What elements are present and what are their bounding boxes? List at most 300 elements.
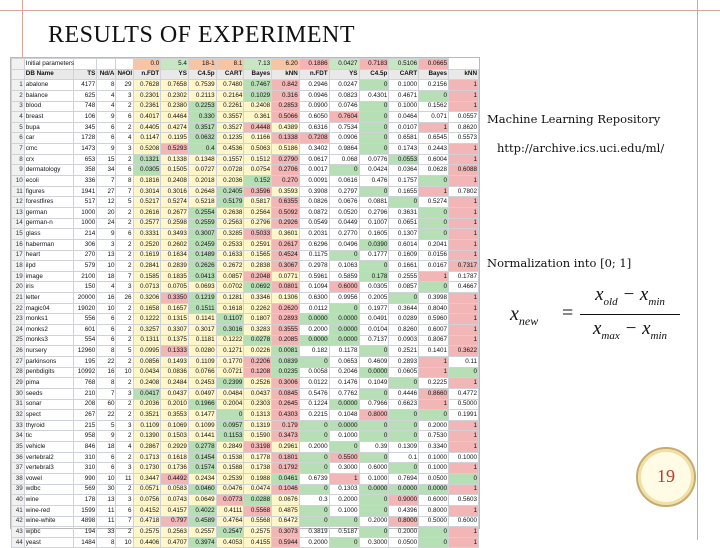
table-cell[interactable]: 6: [97, 335, 116, 346]
table-cell[interactable]: 0: [329, 303, 359, 314]
table-cell[interactable]: 0.5000: [419, 516, 449, 527]
table-cell[interactable]: 3: [116, 463, 133, 474]
table-cell[interactable]: 3: [97, 239, 116, 250]
table-cell[interactable]: 0.0464: [389, 112, 419, 123]
table-cell[interactable]: 0.2302: [161, 90, 189, 101]
table-cell[interactable]: 0.2380: [161, 101, 189, 112]
table-cell[interactable]: 0.5817: [244, 197, 272, 208]
table-cell[interactable]: 0.0289: [389, 314, 419, 325]
table-cell[interactable]: 8: [97, 378, 116, 389]
table-cell[interactable]: 1: [449, 420, 479, 431]
table-cell[interactable]: 0.4406: [133, 537, 161, 548]
table-cell[interactable]: 1: [449, 239, 479, 250]
table-cell[interactable]: 0.2554: [188, 207, 216, 218]
table-cell[interactable]: tic: [24, 431, 73, 442]
table-cell[interactable]: 0.5066: [272, 112, 300, 123]
table-cell[interactable]: 0.0122: [299, 378, 329, 389]
table-cell[interactable]: 1473: [73, 144, 96, 155]
table-cell[interactable]: 0: [419, 218, 449, 229]
table-cell[interactable]: 0.1000: [419, 463, 449, 474]
table-cell[interactable]: 1: [419, 186, 449, 197]
table-cell[interactable]: 0.4875: [272, 505, 300, 516]
table-cell[interactable]: 0.2000: [299, 442, 329, 453]
table-cell[interactable]: 0.2563: [216, 218, 244, 229]
table-cell[interactable]: 24: [97, 218, 116, 229]
table-cell[interactable]: 1: [449, 303, 479, 314]
table-cell[interactable]: 0.5944: [272, 537, 300, 548]
table-cell[interactable]: 0.1609: [389, 250, 419, 261]
table-cell[interactable]: 0.2113: [188, 90, 216, 101]
table-cell[interactable]: 1: [449, 293, 479, 304]
table-cell[interactable]: 0: [419, 90, 449, 101]
table-cell[interactable]: 0.3073: [272, 527, 300, 538]
table-cell[interactable]: haberman: [24, 239, 73, 250]
table-cell[interactable]: 44: [12, 537, 25, 548]
table-cell[interactable]: 2: [116, 452, 133, 463]
table-cell[interactable]: 26: [116, 293, 133, 304]
table-cell[interactable]: 0.1886: [299, 59, 329, 70]
table-cell[interactable]: 0.5106: [389, 59, 419, 70]
table-cell[interactable]: 0.1777: [359, 250, 389, 261]
table-cell[interactable]: 0.7480: [216, 80, 244, 91]
table-cell[interactable]: 1000: [73, 218, 96, 229]
table-cell[interactable]: kNN: [272, 69, 300, 80]
table-cell[interactable]: 2: [116, 410, 133, 421]
table-cell[interactable]: 43: [12, 527, 25, 538]
table-cell[interactable]: 0.1338: [161, 154, 189, 165]
table-cell[interactable]: 29: [116, 80, 133, 91]
table-cell[interactable]: 0.3283: [244, 325, 272, 336]
table-cell[interactable]: 0.1147: [133, 133, 161, 144]
table-cell[interactable]: 0.0058: [299, 367, 329, 378]
table-cell[interactable]: 0.6472: [272, 516, 300, 527]
table-cell[interactable]: 0.0605: [389, 367, 419, 378]
table-cell[interactable]: 0.2841: [133, 261, 161, 272]
table-cell[interactable]: 4: [116, 442, 133, 453]
table-cell[interactable]: monks1: [24, 314, 73, 325]
table-cell[interactable]: 20: [12, 282, 25, 293]
table-cell[interactable]: 7.13: [244, 59, 272, 70]
table-cell[interactable]: 0.1222: [216, 335, 244, 346]
table-cell[interactable]: 1: [449, 101, 479, 112]
table-cell[interactable]: 2: [116, 325, 133, 336]
table-cell[interactable]: 0.2261: [216, 101, 244, 112]
table-cell[interactable]: 1: [449, 144, 479, 155]
table-cell[interactable]: 0.270: [272, 176, 300, 187]
table-cell[interactable]: 0.4053: [216, 537, 244, 548]
table-cell[interactable]: [73, 59, 96, 70]
table-cell[interactable]: 0.0156: [419, 250, 449, 261]
table-cell[interactable]: 30: [97, 484, 116, 495]
table-cell[interactable]: 0.0727: [188, 165, 216, 176]
table-cell[interactable]: 2100: [73, 271, 96, 282]
table-cell[interactable]: 3: [116, 282, 133, 293]
table-cell[interactable]: 6: [97, 122, 116, 133]
table-cell[interactable]: 7: [97, 176, 116, 187]
table-cell[interactable]: 0.1: [389, 452, 419, 463]
table-cell[interactable]: iris: [24, 282, 73, 293]
table-cell[interactable]: 0.3644: [389, 303, 419, 314]
table-cell[interactable]: 0.0107: [389, 122, 419, 133]
table-cell[interactable]: 0.0000: [329, 399, 359, 410]
table-cell[interactable]: 0.179: [272, 420, 300, 431]
table-cell[interactable]: 0.0553: [389, 154, 419, 165]
table-cell[interactable]: magic04: [24, 303, 73, 314]
table-cell[interactable]: 0.2000: [419, 420, 449, 431]
table-cell[interactable]: 0.1175: [299, 250, 329, 261]
table-cell[interactable]: 0.0437: [244, 388, 272, 399]
table-cell[interactable]: 0: [299, 452, 329, 463]
table-cell[interactable]: 0.3198: [244, 442, 272, 453]
table-cell[interactable]: 0.1271: [216, 346, 244, 357]
table-cell[interactable]: 0.2946: [299, 80, 329, 91]
table-cell[interactable]: 0.2031: [299, 229, 329, 240]
table-cell[interactable]: 0.0839: [272, 356, 300, 367]
table-cell[interactable]: 0.7802: [449, 186, 479, 197]
table-cell[interactable]: 768: [73, 378, 96, 389]
table-cell[interactable]: 0.0692: [244, 282, 272, 293]
table-cell[interactable]: 0: [359, 431, 389, 442]
table-cell[interactable]: 0.2000: [389, 527, 419, 538]
table-cell[interactable]: 0.6000: [419, 495, 449, 506]
table-cell[interactable]: 0.1094: [299, 282, 329, 293]
table-cell[interactable]: 0.2018: [188, 176, 216, 187]
table-cell[interactable]: 0.0705: [161, 282, 189, 293]
table-cell[interactable]: 0.2961: [272, 442, 300, 453]
table-cell[interactable]: 0: [419, 282, 449, 293]
table-cell[interactable]: german-n: [24, 218, 73, 229]
table-cell[interactable]: 0.7183: [359, 59, 389, 70]
table-cell[interactable]: 0: [419, 176, 449, 187]
table-cell[interactable]: 0.1713: [133, 452, 161, 463]
table-cell[interactable]: CART: [216, 69, 244, 80]
table-cell[interactable]: 0.0746: [329, 101, 359, 112]
table-cell[interactable]: 0.1658: [133, 303, 161, 314]
table-cell[interactable]: 7: [97, 388, 116, 399]
table-cell[interactable]: 0.1224: [299, 399, 329, 410]
table-cell[interactable]: 0: [359, 346, 389, 357]
table-cell[interactable]: 0.1634: [161, 250, 189, 261]
table-cell[interactable]: sonar: [24, 399, 73, 410]
table-cell[interactable]: 9: [97, 112, 116, 123]
table-cell[interactable]: 0.8040: [419, 303, 449, 314]
table-cell[interactable]: 0.7628: [133, 80, 161, 91]
table-cell[interactable]: 194: [73, 527, 96, 538]
table-cell[interactable]: 0.39: [359, 442, 389, 453]
table-cell[interactable]: 0: [359, 495, 389, 506]
table-cell[interactable]: DB Name: [24, 69, 73, 80]
table-cell[interactable]: 3: [12, 101, 25, 112]
table-cell[interactable]: 0.1219: [188, 293, 216, 304]
table-cell[interactable]: 0.0665: [419, 59, 449, 70]
table-cell[interactable]: 2: [12, 90, 25, 101]
table-cell[interactable]: 0: [359, 144, 389, 155]
table-cell[interactable]: 0.2575: [133, 527, 161, 538]
table-cell[interactable]: 0.2559: [188, 218, 216, 229]
table-cell[interactable]: 195: [73, 356, 96, 367]
table-cell[interactable]: 0: [359, 261, 389, 272]
table-cell[interactable]: 748: [73, 101, 96, 112]
table-cell[interactable]: blood: [24, 101, 73, 112]
table-cell[interactable]: 2: [116, 303, 133, 314]
table-cell[interactable]: 19020: [73, 303, 96, 314]
table-cell[interactable]: 0.6004: [419, 154, 449, 165]
table-cell[interactable]: 270: [73, 250, 96, 261]
table-cell[interactable]: 517: [73, 197, 96, 208]
table-cell[interactable]: 0: [299, 516, 329, 527]
table-cell[interactable]: 0.5063: [244, 144, 272, 155]
table-cell[interactable]: 0: [216, 410, 244, 421]
table-cell[interactable]: 306: [73, 239, 96, 250]
table-cell[interactable]: 0.3307: [161, 325, 189, 336]
table-cell[interactable]: 0: [299, 420, 329, 431]
table-cell[interactable]: 0.2000: [359, 516, 389, 527]
table-cell[interactable]: car: [24, 133, 73, 144]
table-cell[interactable]: 0.6007: [419, 325, 449, 336]
table-cell[interactable]: dermatology: [24, 165, 73, 176]
table-cell[interactable]: 0: [419, 527, 449, 538]
table-cell[interactable]: 0.0900: [299, 101, 329, 112]
table-cell[interactable]: 0.2929: [161, 442, 189, 453]
table-cell[interactable]: 0.1375: [161, 335, 189, 346]
table-cell[interactable]: 8: [12, 154, 25, 165]
table-cell[interactable]: 0.1770: [216, 356, 244, 367]
table-cell[interactable]: 0.8660: [419, 388, 449, 399]
table-cell[interactable]: wine-red: [24, 505, 73, 516]
table-cell[interactable]: 0.0549: [299, 218, 329, 229]
table-cell[interactable]: 0.2893: [389, 356, 419, 367]
table-cell[interactable]: 0.0497: [188, 388, 216, 399]
table-cell[interactable]: 1: [449, 442, 479, 453]
table-cell[interactable]: Bayes: [419, 69, 449, 80]
table-cell[interactable]: 1: [329, 473, 359, 484]
table-cell[interactable]: 0.0754: [244, 165, 272, 176]
table-cell[interactable]: 0.1562: [419, 101, 449, 112]
table-cell[interactable]: 1: [449, 537, 479, 548]
table-cell[interactable]: 1: [449, 176, 479, 187]
table-cell[interactable]: 1: [419, 271, 449, 282]
table-cell[interactable]: 15: [97, 154, 116, 165]
table-cell[interactable]: 0.6088: [449, 165, 479, 176]
table-cell[interactable]: 0.1235: [216, 133, 244, 144]
table-cell[interactable]: n.FDT: [133, 69, 161, 80]
table-cell[interactable]: 0.7530: [419, 431, 449, 442]
table-cell[interactable]: 0: [449, 473, 479, 484]
table-cell[interactable]: 601: [73, 325, 96, 336]
table-cell[interactable]: 28: [12, 367, 25, 378]
table-cell[interactable]: 0.2555: [389, 271, 419, 282]
table-cell[interactable]: 1: [419, 367, 449, 378]
table-cell[interactable]: 0.4446: [389, 388, 419, 399]
table-cell[interactable]: 0.4772: [449, 388, 479, 399]
table-cell[interactable]: 0.1787: [449, 271, 479, 282]
table-cell[interactable]: 0.5274: [419, 197, 449, 208]
table-cell[interactable]: 1: [449, 431, 479, 442]
table-cell[interactable]: 0.1991: [449, 410, 479, 421]
table-cell[interactable]: 0.0756: [133, 495, 161, 506]
table-cell[interactable]: 0.7208: [299, 133, 329, 144]
table-cell[interactable]: 0.2926: [272, 218, 300, 229]
table-cell[interactable]: 0.0776: [359, 154, 389, 165]
table-cell[interactable]: TS: [73, 69, 96, 80]
table-cell[interactable]: 6: [97, 452, 116, 463]
table-cell[interactable]: 0.1966: [188, 399, 216, 410]
table-cell[interactable]: 16: [12, 239, 25, 250]
table-cell[interactable]: 0: [329, 516, 359, 527]
table-cell[interactable]: 0.0167: [419, 261, 449, 272]
table-cell[interactable]: 0.2459: [188, 239, 216, 250]
table-cell[interactable]: 0.0766: [188, 367, 216, 378]
table-cell[interactable]: 0.1778: [244, 452, 272, 463]
table-cell[interactable]: 0.0081: [272, 346, 300, 357]
table-cell[interactable]: 0.1000: [359, 473, 389, 484]
table-cell[interactable]: 8: [116, 176, 133, 187]
table-cell[interactable]: 1: [449, 325, 479, 336]
table-cell[interactable]: 0.3517: [188, 122, 216, 133]
table-cell[interactable]: 0.0583: [161, 484, 189, 495]
table-cell[interactable]: 0.9864: [329, 144, 359, 155]
table-cell[interactable]: 0.4301: [359, 90, 389, 101]
table-cell[interactable]: 0.1000: [329, 505, 359, 516]
table-cell[interactable]: 0.178: [359, 271, 389, 282]
table-cell[interactable]: 7: [116, 186, 133, 197]
table-cell[interactable]: C4.5p: [359, 69, 389, 80]
table-cell[interactable]: 0.1493: [161, 356, 189, 367]
table-cell[interactable]: 0.0278: [244, 335, 272, 346]
table-cell[interactable]: 0.1049: [359, 378, 389, 389]
table-cell[interactable]: CART: [389, 69, 419, 80]
table-cell[interactable]: 150: [73, 282, 96, 293]
table-cell[interactable]: 10: [97, 473, 116, 484]
table-cell[interactable]: 5: [116, 197, 133, 208]
table-cell[interactable]: 178: [73, 495, 96, 506]
table-cell[interactable]: 0.6623: [389, 399, 419, 410]
table-cell[interactable]: 0.5092: [272, 207, 300, 218]
table-cell[interactable]: 2: [116, 250, 133, 261]
table-cell[interactable]: 19: [12, 271, 25, 282]
table-cell[interactable]: 0.0474: [244, 484, 272, 495]
table-cell[interactable]: 0.2533: [216, 239, 244, 250]
table-cell[interactable]: 0.1321: [133, 154, 161, 165]
table-cell[interactable]: 0: [359, 122, 389, 133]
table-cell[interactable]: 0: [329, 250, 359, 261]
table-cell[interactable]: vehicle: [24, 442, 73, 453]
table-cell[interactable]: 18: [12, 261, 25, 272]
table-cell[interactable]: 0.1046: [272, 484, 300, 495]
table-cell[interactable]: 0.1309: [389, 442, 419, 453]
table-cell[interactable]: 2: [116, 207, 133, 218]
table-cell[interactable]: 4177: [73, 80, 96, 91]
table-cell[interactable]: nursery: [24, 346, 73, 357]
table-cell[interactable]: vertebral3: [24, 463, 73, 474]
table-cell[interactable]: 1: [449, 463, 479, 474]
table-cell[interactable]: 0.4492: [161, 473, 189, 484]
table-cell[interactable]: 0.2520: [133, 239, 161, 250]
table-cell[interactable]: 0.1538: [216, 452, 244, 463]
table-cell[interactable]: 4: [97, 90, 116, 101]
table-cell[interactable]: 60: [97, 399, 116, 410]
table-cell[interactable]: 0.1338: [272, 133, 300, 144]
table-cell[interactable]: 0.2206: [244, 356, 272, 367]
table-cell[interactable]: 0.3000: [359, 537, 389, 548]
table-cell[interactable]: 0.3596: [244, 186, 272, 197]
table-cell[interactable]: 0.2361: [133, 101, 161, 112]
table-cell[interactable]: 214: [73, 229, 96, 240]
table-cell[interactable]: crx: [24, 154, 73, 165]
table-cell[interactable]: 6: [97, 133, 116, 144]
table-cell[interactable]: 0.0000: [419, 484, 449, 495]
table-cell[interactable]: 0.4448: [244, 122, 272, 133]
table-cell[interactable]: 0.4589: [188, 516, 216, 527]
table-cell[interactable]: 0.3016: [161, 186, 189, 197]
table-cell[interactable]: 0.7658: [161, 80, 189, 91]
table-cell[interactable]: letter: [24, 293, 73, 304]
table-cell[interactable]: 1: [449, 314, 479, 325]
table-cell[interactable]: 0.1585: [133, 271, 161, 282]
table-cell[interactable]: 0.5208: [133, 144, 161, 155]
table-cell[interactable]: 0.8067: [419, 335, 449, 346]
table-cell[interactable]: 0.0460: [188, 484, 216, 495]
table-cell[interactable]: 26: [12, 346, 25, 357]
table-cell[interactable]: 2: [116, 218, 133, 229]
table-cell[interactable]: 23: [12, 314, 25, 325]
table-cell[interactable]: 10: [97, 303, 116, 314]
table-cell[interactable]: 0.2156: [419, 80, 449, 91]
table-cell[interactable]: 0.0427: [329, 59, 359, 70]
table-cell[interactable]: 0: [359, 420, 389, 431]
table-cell[interactable]: 6: [116, 165, 133, 176]
table-cell[interactable]: 1: [12, 80, 25, 91]
table-cell[interactable]: 0.1618: [161, 452, 189, 463]
table-cell[interactable]: 0.4017: [133, 112, 161, 123]
table-cell[interactable]: 0: [359, 388, 389, 399]
table-cell[interactable]: 0.3000: [329, 463, 359, 474]
table-cell[interactable]: 0.1743: [389, 144, 419, 155]
table-cell[interactable]: 0.0235: [272, 367, 300, 378]
table-cell[interactable]: 0.1000: [389, 80, 419, 91]
table-cell[interactable]: 0.2577: [133, 218, 161, 229]
table-cell[interactable]: 0.8000: [359, 410, 389, 421]
table-cell[interactable]: 0.7317: [449, 261, 479, 272]
table-cell[interactable]: 336: [73, 176, 96, 187]
table-cell[interactable]: 17: [12, 250, 25, 261]
table-cell[interactable]: yeast: [24, 537, 73, 548]
table-cell[interactable]: 1: [449, 335, 479, 346]
table-cell[interactable]: 0.0413: [188, 271, 216, 282]
table-cell[interactable]: 1: [419, 356, 449, 367]
table-cell[interactable]: 0.0857: [216, 271, 244, 282]
table-cell[interactable]: 0.4464: [161, 112, 189, 123]
table-cell[interactable]: 0.2005: [359, 293, 389, 304]
table-cell[interactable]: 0.2301: [133, 90, 161, 101]
table-cell[interactable]: image: [24, 271, 73, 282]
table-cell[interactable]: 20000: [73, 293, 96, 304]
table-cell[interactable]: 20: [97, 207, 116, 218]
table-cell[interactable]: 106: [73, 112, 96, 123]
table-cell[interactable]: 2: [116, 335, 133, 346]
table-cell[interactable]: 0.0721: [216, 367, 244, 378]
table-cell[interactable]: 0.2557: [188, 527, 216, 538]
table-cell[interactable]: 2: [116, 154, 133, 165]
table-cell[interactable]: 0.0946: [299, 90, 329, 101]
table-cell[interactable]: 0.0628: [419, 165, 449, 176]
table-cell[interactable]: 0.0476: [216, 484, 244, 495]
table-cell[interactable]: 0.5960: [419, 314, 449, 325]
table-cell[interactable]: 0.1401: [419, 346, 449, 357]
table-cell[interactable]: 0.8000: [419, 505, 449, 516]
table-cell[interactable]: vertebral2: [24, 452, 73, 463]
table-cell[interactable]: 0.1590: [244, 431, 272, 442]
